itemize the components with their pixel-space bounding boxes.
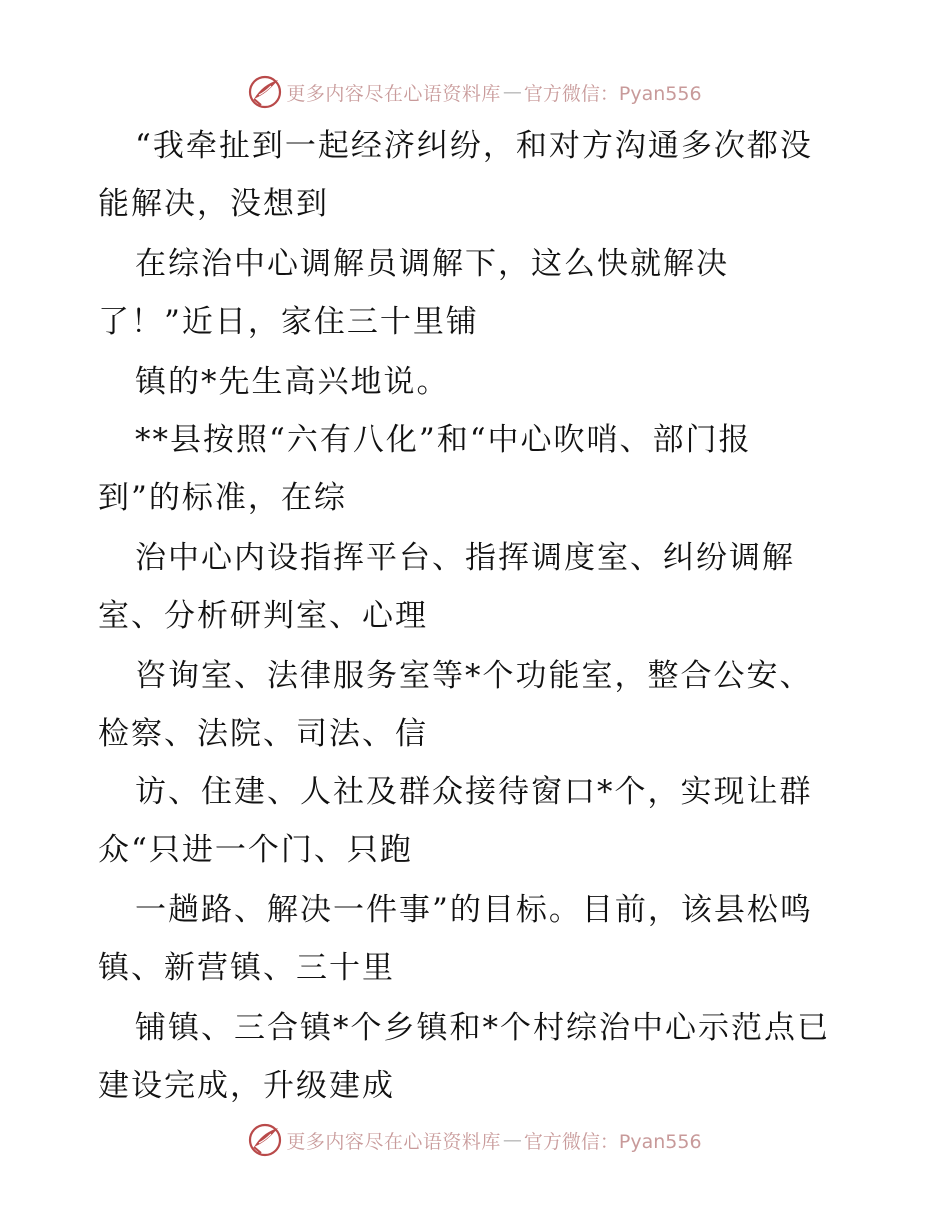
watermark-separator: — bbox=[502, 81, 522, 103]
watermark-text: 更多内容尽在心语资料库 bbox=[286, 82, 501, 105]
text-line: 到”的标准，在综 bbox=[98, 480, 347, 516]
text-line: 咨询室、法律服务室等*个功能室，整合公安、 bbox=[135, 658, 813, 694]
text-line: 检察、法院、司法、信 bbox=[98, 716, 428, 752]
text-line: 镇的*先生高兴地说。 bbox=[135, 364, 450, 400]
text-line: **县按照“六有八化”和“中心吹哨、部门报 bbox=[135, 422, 752, 458]
text-line: 治中心内设指挥平台、指挥调度室、纠纷调解 bbox=[135, 540, 795, 576]
text-line: 众“只进一个门、只跑 bbox=[98, 832, 413, 868]
text-line: 在综治中心调解员调解下，这么快就解决 bbox=[135, 246, 729, 282]
text-line: “我牵扯到一起经济纠纷，和对方沟通多次都没 bbox=[135, 128, 813, 164]
text-line: 镇、新营镇、三十里 bbox=[98, 950, 395, 986]
text-line: 铺镇、三合镇*个乡镇和*个村综治中心示范点已 bbox=[135, 1010, 830, 1046]
watermark-separator: — bbox=[502, 1129, 522, 1151]
text-line: 了！”近日，家住三十里铺 bbox=[98, 304, 479, 340]
text-line: 室、分析研判室、心理 bbox=[98, 598, 428, 634]
watermark-wechat: 官方微信：Pyan556 bbox=[523, 1130, 702, 1153]
text-line: 访、住建、人社及群众接待窗口*个，实现让群 bbox=[135, 774, 813, 810]
footer-watermark bbox=[0, 1120, 950, 1160]
quill-logo-icon bbox=[248, 1123, 282, 1157]
text-line: 能解决，没想到 bbox=[98, 186, 329, 222]
watermark-wechat: 官方微信：Pyan556 bbox=[523, 82, 702, 105]
text-line: 建设完成，升级建成 bbox=[98, 1068, 395, 1104]
quill-logo-icon bbox=[248, 75, 282, 109]
header-watermark bbox=[0, 72, 950, 112]
text-line: 一趟路、解决一件事”的目标。目前，该县松鸣 bbox=[135, 892, 813, 928]
watermark-text: 更多内容尽在心语资料库 bbox=[286, 1130, 501, 1153]
